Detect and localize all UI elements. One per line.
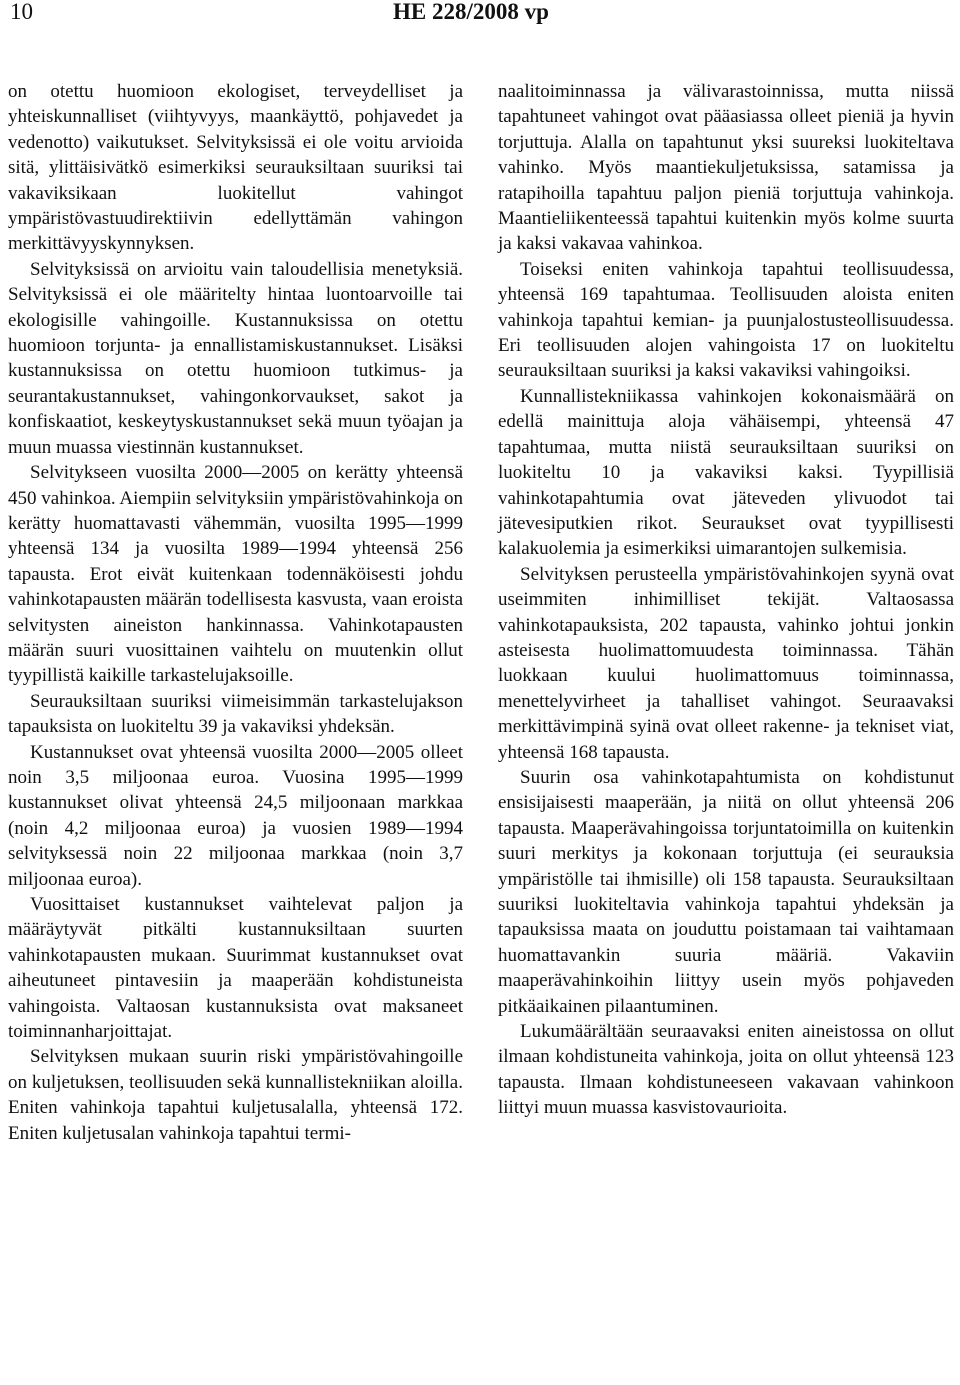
paragraph: Suurin osa vahinkotapahtumista on kohdistunut ensisijaisesti maaperään, ja niitä on ollut yhteensä 206 tapausta. Maaperävahingoissa torjuntatoimilla on kuitenkin suuri merkitys ja kokonaan torjuttuja (ei seurauksia ympäristölle tai ihmisille) oli 158 tapausta. Seurauksiltaan suuriksi luokiteltavia vahinkoja tapahtui yhdeksän ja tapauksissa maata on jouduttu poistamaan tai vaihtamaan huomattavankin suuria määriä. Vakaviin maaperävahinkoihin liittyy usein myös pohjaveden pitkäaikainen pilaantuminen. — [498, 766, 954, 1017]
paragraph: Kunnallistekniikassa vahinkojen kokonaismäärä on edellä mainittuja aloja vähäisempi, yhteensä 47 tapahtumaa, mutta niistä seurauksiltaan suuriksi on luokiteltu 10 ja vakaviksi kaksi. Tyypillisiä vahinkotapahtumia ovat jäteveden ylivuodot tai jätevesiputkien rikot. Seuraukset ovat tyypillisesti kalakuolemia ja esimerkiksi uimarantojen sulkemisia. — [498, 385, 954, 560]
paragraph: Selvityksen perusteella ympäristövahinkojen syynä ovat useimmiten inhimilliset tekijät. Valtaosassa vahinkotapauksista, 202 tapausta, vahinko johtui jonkin asteisesta huolimattomuudesta toiminnassa. Tähän luokkaan kuului huolimattomuus toiminnassa, menettelyvirheet ja tahalliset vahingot. Seuraavaksi merkittävimpinä syinä ovat olleet rakenne- ja tekniset viat, yhteensä 168 tapausta. — [498, 563, 954, 763]
paragraph: naalitoiminnassa ja välivarastoinnissa, mutta niissä tapahtuneet vahingot ovat pääasiassa olleet pieniä ja hyvin torjuttuja. Alalla on tapahtunut yksi suureksi luokiteltava vahinko. Myös maantiekuljetuksissa, satamissa ja ratapihoilla tapahtuu paljon pieniä torjuttuja vahinkoja. Maantieliikenteessä tapahtui kuitenkin myös kolme suurta ja kaksi vakavaa vahinkoa. — [498, 81, 954, 255]
paragraph: Selvityksissä on arvioitu vain taloudellisia menetyksiä. Selvityksissä ei ole määritelty hintaa luontoarvoille tai ekologisille vahingoille. Kustannuksissa on otettu huomioon torjunta- ja ennallistamiskustannukset. Lisäksi kustannuksissa on otettu huomioon tutkimus- ja seurantakustannukset, vahingonkorvaukset, sakot ja konfiskaatiot, keskeytyskustannukset sekä muun työajan ja muun muassa viestinnän kustannukset. — [8, 258, 463, 458]
paragraph: Kustannukset ovat yhteensä vuosilta 2000—2005 olleet noin 3,5 miljoonaa euroa. Vuosina 1995—1999 kustannukset olivat yhteensä 24,5 miljoonaan markkaa (noin 4,2 miljoonaa euroa) ja vuosien 1989—1994 selvityksessä noin 22 miljoonaa markkaa (noin 3,7 miljoonaa euroa). — [8, 741, 463, 890]
document-id: HE 228/2008 vp — [393, 0, 549, 24]
paragraph: Vuosittaiset kustannukset vaihtelevat paljon ja määräytyvät pitkälti kustannuksiltaan suurten vahinkotapausten mukaan. Suurimmat kustannukset ovat aiheutuneet pintavesiin ja maaperään kohdistuneista vahingoista. Valtaosan kustannuksista ovat maksaneet toiminnanharjoittajat. — [8, 894, 463, 1043]
page-header — [0, 0, 960, 30]
page-number: 10 — [10, 0, 33, 24]
left-column — [8, 79, 463, 1146]
paragraph: Toiseksi eniten vahinkoja tapahtui teollisuudessa, yhteensä 169 tapahtumaa. Teollisuuden aloista eniten vahinkoja tapahtui kemian- ja puunjalostusteollisuudessa. Eri teollisuuden alojen vahingoista 17 on luokiteltu seurauksiltaan suuriksi ja kaksi vakaviksi vahingoiksi. — [498, 258, 954, 382]
paragraph: Selvitykseen vuosilta 2000—2005 on kerätty yhteensä 450 vahinkoa. Aiempiin selvityksiin ympäristövahinkoja on kerätty huomattavasti vähemmän, vuosilta 1995—1999 yhteensä 134 ja vuosilta 1989—1994 yhteensä 256 tapausta. Erot eivät kuitenkaan todennäköisesti johdu vahinkotapausten määrän todellisesta kasvusta, vaan eroista selvitysten aineiston hankinnassa. Vahinkotapausten määrän suuri vuosittainen vaihtelu on muutenkin ollut tyypillistä kaikille tarkastelujaksoille. — [8, 462, 463, 687]
paragraph: on otettu huomioon ekologiset, terveydelliset ja yhteiskunnalliset (viihtyvyys, maankäyttö, pohjavedet ja vedenotto) vaikutukset. Selvityksissä ei ole voitu arvioida sitä, ylittäisivätkö esimerkiksi seurauksiltaan suuriksi tai vakaviksikaan luokitellut vahingot ympäristövastuudirektiivin edellyttämän vahingon merkittävyyskynnyksen. — [8, 81, 463, 255]
paragraph: Selvityksen mukaan suurin riski ympäristövahingoille on kuljetuksen, teollisuuden sekä kunnallistekniikan aloilla. Eniten vahinkoja tapahtui kuljetusalalla, yhteensä 172. Eniten kuljetusalan vahinkoja tapahtui termi- — [8, 1046, 463, 1144]
paragraph: Lukumäärältään seuraavaksi eniten aineistossa on ollut ilmaan kohdistuneita vahinkoja, joita on ollut yhteensä 123 tapausta. Ilmaan kohdistuneeseen vakavaan vahinkoon liittyi muun muassa kasvistovaurioita. — [498, 1021, 954, 1119]
right-column — [498, 79, 954, 1121]
paragraph: Seurauksiltaan suuriksi viimeisimmän tarkastelujakson tapauksista on luokiteltu 39 ja vakaviksi yhdeksän. — [8, 690, 463, 738]
